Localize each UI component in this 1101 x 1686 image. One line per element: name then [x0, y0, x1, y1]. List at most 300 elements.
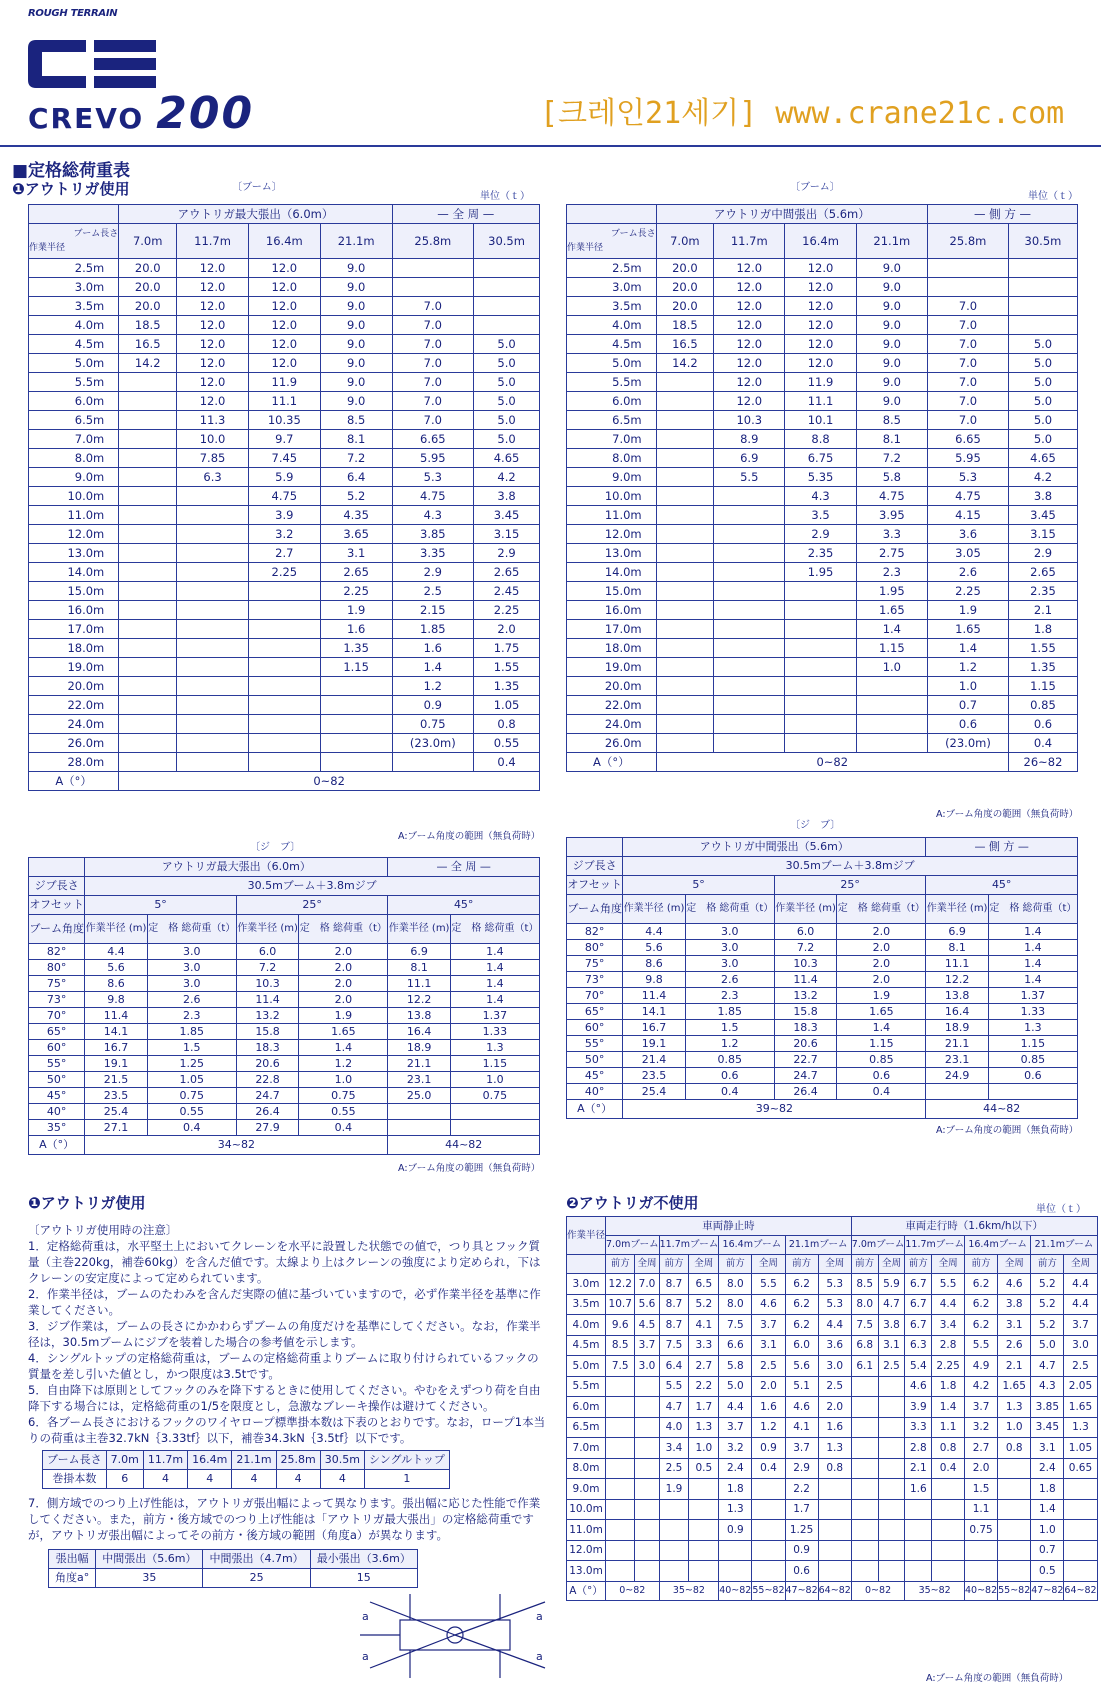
value-cell: 1.33 — [450, 1024, 539, 1040]
svg-text:a: a — [362, 1610, 369, 1623]
load-cell: 2.9 — [392, 563, 474, 582]
load-cell: 3.9 — [905, 1397, 932, 1418]
table-row — [567, 924, 1078, 940]
radius-cell: 17.0m — [567, 620, 657, 639]
table-header: アウトリガ最大張出（6.0m） — [119, 205, 392, 224]
load-cell — [689, 1520, 719, 1541]
table-row — [567, 753, 1078, 772]
load-cell: 2.05 — [1064, 1376, 1097, 1397]
load-cell: 3.0 — [635, 1356, 659, 1377]
table-row — [567, 1315, 1098, 1336]
load-cell: 2.5 — [818, 1376, 851, 1397]
load-cell: 5.8 — [719, 1356, 752, 1377]
load-cell: 1.6 — [905, 1479, 932, 1500]
notes-subtitle: 〔アウトリガ使用時の注意〕 — [28, 1223, 178, 1237]
radius-cell: 5.5m — [567, 373, 657, 392]
value-cell: 0.85 — [988, 1052, 1077, 1068]
load-cell: 12.0 — [177, 335, 249, 354]
value-cell: 22.7 — [774, 1052, 836, 1068]
load-cell: 12.0 — [785, 278, 856, 297]
load-cell: 5.6 — [785, 1356, 818, 1377]
table-row — [29, 715, 540, 734]
table-row — [29, 772, 540, 791]
load-cell — [932, 1499, 965, 1520]
radius-cell: 3.5m — [29, 297, 119, 316]
load-cell: 5.95 — [392, 449, 474, 468]
load-cell: 16.5 — [119, 335, 177, 354]
load-cell: 12.0 — [714, 259, 785, 278]
load-cell: 5.0 — [474, 354, 540, 373]
load-cell — [928, 278, 1009, 297]
all-around-header: 全周 — [1064, 1255, 1097, 1274]
load-cell — [964, 1540, 997, 1561]
radius-cell: 15.0m — [567, 582, 657, 601]
load-cell — [635, 1376, 659, 1397]
load-cell: 4.1 — [689, 1315, 719, 1336]
load-cell: 1.65 — [928, 620, 1009, 639]
load-cell: 6.2 — [964, 1315, 997, 1336]
table-row — [29, 944, 540, 960]
value-cell: 16.4 — [388, 1024, 450, 1040]
radius-cell: 26.0m — [567, 734, 657, 753]
load-cell: 2.45 — [474, 582, 540, 601]
load-cell — [878, 1417, 905, 1438]
table-row — [29, 373, 540, 392]
load-cell: 2.1 — [998, 1356, 1031, 1377]
value-cell: 5.6 — [623, 940, 685, 956]
load-cell: 12.0 — [177, 297, 249, 316]
value-cell: 2.6 — [685, 972, 774, 988]
load-cell: 12.0 — [785, 259, 856, 278]
load-cell: 9.0 — [856, 278, 927, 297]
load-cell — [998, 1520, 1031, 1541]
boom-length-header: 16.4m — [248, 224, 320, 259]
load-cell — [606, 1561, 635, 1582]
load-cell — [320, 753, 392, 772]
table-row — [49, 1569, 418, 1588]
load-cell: 3.1 — [998, 1315, 1031, 1336]
load-cell: 6.3 — [177, 468, 249, 487]
table-row — [29, 487, 540, 506]
load-cell: 2.4 — [1031, 1458, 1064, 1479]
value-cell: 0.4 — [147, 1120, 236, 1136]
value-cell: 23.1 — [388, 1072, 450, 1088]
load-cell: 6.2 — [964, 1294, 997, 1315]
load-cell: 3.15 — [1008, 525, 1077, 544]
value-cell: 24.7 — [774, 1068, 836, 1084]
value-cell: 11.1 — [388, 976, 450, 992]
load-cell: 0.9 — [785, 1540, 818, 1561]
angle-range-value: 40~82 — [719, 1581, 752, 1600]
load-cell: 6.9 — [714, 449, 785, 468]
load-cell: 4.75 — [248, 487, 320, 506]
load-cell — [635, 1458, 659, 1479]
load-cell — [606, 1540, 635, 1561]
load-cell: 1.3 — [719, 1499, 752, 1520]
load-cell: 20.0 — [656, 297, 713, 316]
radius-cell: 20.0m — [29, 677, 119, 696]
value-cell: 16.7 — [623, 1020, 685, 1036]
load-cell — [932, 1540, 965, 1561]
load-cell — [474, 278, 540, 297]
angle-cell: 75° — [29, 976, 85, 992]
load-cell: 1.9 — [928, 601, 1009, 620]
load-cell — [785, 601, 856, 620]
load-cell: 4.6 — [998, 1274, 1031, 1295]
load-cell: 7.0 — [635, 1274, 659, 1295]
boom-length-header: 30.5m — [474, 224, 540, 259]
load-cell: 12.0 — [785, 297, 856, 316]
load-cell — [392, 753, 474, 772]
load-cell: 1.1 — [964, 1499, 997, 1520]
load-cell: 20.0 — [119, 278, 177, 297]
load-cell: 12.0 — [248, 278, 320, 297]
angle-cell: 40° — [567, 1084, 623, 1100]
load-cell — [392, 259, 474, 278]
value-cell: 0.75 — [299, 1088, 388, 1104]
value-cell: 1.5 — [147, 1040, 236, 1056]
load-cell — [856, 734, 927, 753]
load-cell — [656, 658, 713, 677]
table-row — [29, 677, 540, 696]
boom-header: 16.4mブーム — [719, 1236, 785, 1255]
load-cell — [248, 753, 320, 772]
load-cell — [656, 544, 713, 563]
load-cell: 7.0 — [928, 316, 1009, 335]
radius-header: 作業半径 (m) — [774, 895, 836, 924]
load-cell: 9.0 — [320, 392, 392, 411]
load-cell — [851, 1499, 878, 1520]
range-note-4: A:ブーム角度の範囲（無負荷時） — [936, 1125, 1079, 1136]
load-cell: 1.55 — [1008, 639, 1077, 658]
load-cell — [656, 468, 713, 487]
value-cell: 1.15 — [450, 1056, 539, 1072]
load-cell — [656, 639, 713, 658]
angle-cell: 70° — [29, 1008, 85, 1024]
load-cell: 4.3 — [392, 506, 474, 525]
load-cell: 5.0 — [1008, 411, 1077, 430]
load-cell: 4.2 — [1008, 468, 1077, 487]
load-header: 定 格 総荷重（t） — [685, 895, 774, 924]
load-cell: 2.3 — [856, 563, 927, 582]
table-row — [567, 1581, 1098, 1600]
table-row — [567, 1417, 1098, 1438]
load-cell: 1.6 — [392, 639, 474, 658]
load-cell: 2.65 — [474, 563, 540, 582]
load-cell: 1.5 — [964, 1479, 997, 1500]
load-cell: 14.2 — [656, 354, 713, 373]
offset-value: 5° — [623, 876, 775, 895]
load-cell: 12.0 — [785, 354, 856, 373]
load-cell — [656, 582, 713, 601]
table-row — [567, 1020, 1078, 1036]
table-row — [567, 1274, 1098, 1295]
radius-cell: 10.0m — [29, 487, 119, 506]
load-cell — [635, 1397, 659, 1418]
value-cell: 18.3 — [236, 1040, 298, 1056]
load-cell: 1.7 — [689, 1397, 719, 1418]
value-cell: 11.4 — [774, 972, 836, 988]
angle-range-value: 0~82 — [119, 772, 540, 791]
boom-caption-left: 〔ブーム〕 — [232, 182, 282, 193]
table-row — [567, 354, 1078, 373]
table-row — [567, 1335, 1098, 1356]
load-cell — [177, 525, 249, 544]
load-cell — [119, 658, 177, 677]
load-cell: 4.5 — [635, 1315, 659, 1336]
value-cell: 5.6 — [85, 960, 147, 976]
load-cell — [320, 734, 392, 753]
table-row — [567, 838, 1078, 857]
table-row — [567, 544, 1078, 563]
load-cell — [119, 601, 177, 620]
table-side-label: — 全 周 — — [392, 205, 539, 224]
radius-cell: 4.5m — [29, 335, 119, 354]
load-cell: 5.1 — [785, 1376, 818, 1397]
load-cell: 10.0 — [177, 430, 249, 449]
load-cell: 5.0 — [1008, 392, 1077, 411]
radius-cell: 26.0m — [29, 734, 119, 753]
table-row — [567, 972, 1078, 988]
load-cell: 5.0 — [474, 373, 540, 392]
table-cell — [567, 838, 623, 857]
load-cell — [856, 677, 927, 696]
value-cell — [450, 1104, 539, 1120]
load-cell — [932, 1479, 965, 1500]
load-cell: 5.6 — [635, 1294, 659, 1315]
load-cell — [656, 449, 713, 468]
offset-label: オフセット — [29, 896, 85, 915]
angle-cell: 55° — [567, 1036, 623, 1052]
value-cell: 1.4 — [450, 976, 539, 992]
angle-range-label: A（°） — [567, 1581, 606, 1600]
load-cell: 2.25 — [248, 563, 320, 582]
load-cell — [656, 525, 713, 544]
load-cell: 2.7 — [964, 1438, 997, 1459]
table-row — [29, 896, 540, 915]
load-cell — [177, 563, 249, 582]
table-row — [567, 620, 1078, 639]
table-row — [29, 468, 540, 487]
value-cell: 6.9 — [926, 924, 988, 940]
load-cell: 1.15 — [856, 639, 927, 658]
rough-terrain-label: ROUGH TERRAIN — [28, 8, 118, 19]
value-cell: 18.9 — [388, 1040, 450, 1056]
load-cell — [659, 1561, 689, 1582]
load-cell: 4.65 — [474, 449, 540, 468]
all-around-header: 全周 — [878, 1255, 905, 1274]
load-cell: 0.6 — [785, 1561, 818, 1582]
value-cell: 8.1 — [388, 960, 450, 976]
load-cell: 3.8 — [474, 487, 540, 506]
load-cell: 6.7 — [905, 1274, 932, 1295]
table-row — [29, 620, 540, 639]
angle-cell: 73° — [29, 992, 85, 1008]
load-cell — [851, 1520, 878, 1541]
load-cell: 3.8 — [998, 1294, 1031, 1315]
load-cell: 1.2 — [928, 658, 1009, 677]
load-cell: 7.0 — [928, 297, 1009, 316]
load-cell: 3.4 — [659, 1438, 689, 1459]
radius-cell: 4.0m — [567, 1315, 606, 1336]
value-cell: 3.0 — [685, 924, 774, 940]
radius-cell: 2.5m — [29, 259, 119, 278]
load-cell — [998, 1561, 1031, 1582]
table-row — [567, 297, 1078, 316]
load-cell: 5.0 — [1031, 1335, 1064, 1356]
load-cell — [689, 1499, 719, 1520]
load-cell: 1.0 — [1031, 1520, 1064, 1541]
load-cell — [119, 563, 177, 582]
load-cell: 0.8 — [998, 1438, 1031, 1459]
load-cell: 8.9 — [714, 430, 785, 449]
load-cell: 5.3 — [818, 1274, 851, 1295]
table-row — [29, 1056, 540, 1072]
all-around-header: 全周 — [635, 1255, 659, 1274]
value-cell: 1.4 — [299, 1040, 388, 1056]
load-cell — [392, 278, 474, 297]
load-cell — [878, 1438, 905, 1459]
load-cell: 9.6 — [606, 1315, 635, 1336]
section-outrigger-title: ❶アウトリガ使用 — [12, 180, 130, 198]
load-cell: 4.7 — [878, 1294, 905, 1315]
value-cell: 1.37 — [450, 1008, 539, 1024]
load-cell: 9.0 — [856, 354, 927, 373]
load-cell: 1.35 — [1008, 658, 1077, 677]
load-cell — [119, 620, 177, 639]
radius-cell: 11.0m — [567, 506, 657, 525]
load-cell: 1.3 — [1064, 1417, 1097, 1438]
range-note-1: A:ブーム角度の範囲（無負荷時） — [398, 831, 541, 842]
load-cell — [656, 487, 713, 506]
load-cell — [635, 1520, 659, 1541]
rope-value: 4 — [188, 1470, 232, 1489]
load-cell: 5.0 — [1008, 335, 1077, 354]
svg-text:a: a — [536, 1650, 543, 1663]
boom-header: 21.1mブーム — [1031, 1236, 1097, 1255]
load-cell — [656, 411, 713, 430]
radius-cell: 5.0m — [567, 354, 657, 373]
value-cell: 27.9 — [236, 1120, 298, 1136]
rope-header: シングルトップ — [364, 1451, 449, 1470]
angle-cell: 75° — [567, 956, 623, 972]
load-cell — [752, 1479, 785, 1500]
radius-cell: 7.0m — [29, 430, 119, 449]
no-outrigger-title: ❷アウトリガ不使用 — [566, 1194, 699, 1212]
value-cell: 0.4 — [837, 1084, 926, 1100]
angle-range-label: A（°） — [29, 772, 119, 791]
value-cell: 1.65 — [299, 1024, 388, 1040]
load-cell: 2.0 — [752, 1376, 785, 1397]
load-cell — [851, 1479, 878, 1500]
table-row — [567, 335, 1078, 354]
load-cell — [119, 715, 177, 734]
extension-value: 15 — [310, 1569, 417, 1588]
load-cell: 12.0 — [177, 316, 249, 335]
load-cell: 2.25 — [320, 582, 392, 601]
value-cell: 11.4 — [85, 1008, 147, 1024]
table-header: アウトリガ最大張出（6.0m） — [85, 858, 388, 877]
load-cell: 3.45 — [1031, 1417, 1064, 1438]
table-row — [567, 1561, 1098, 1582]
load-cell: 9.0 — [320, 297, 392, 316]
value-cell: 0.75 — [450, 1088, 539, 1104]
table-jib-mid — [566, 837, 1078, 1119]
radius-cell: 5.0m — [567, 1356, 606, 1377]
load-cell: 3.3 — [689, 1335, 719, 1356]
jib-length-label: ジブ長さ — [567, 857, 623, 876]
load-cell — [851, 1397, 878, 1418]
load-cell — [714, 563, 785, 582]
angle-range-value: 35~82 — [659, 1581, 719, 1600]
radius-cell: 7.0m — [567, 430, 657, 449]
offset-value: 45° — [388, 896, 540, 915]
table-row — [567, 696, 1078, 715]
load-cell — [248, 601, 320, 620]
value-cell: 0.55 — [147, 1104, 236, 1120]
load-cell: 6.65 — [928, 430, 1009, 449]
load-cell — [119, 430, 177, 449]
table-row — [567, 988, 1078, 1004]
load-cell — [932, 1561, 965, 1582]
load-cell: 3.6 — [818, 1335, 851, 1356]
radius-cell: 24.0m — [567, 715, 657, 734]
value-cell: 0.6 — [837, 1068, 926, 1084]
jib-caption-left: 〔ジ ブ〕 — [250, 842, 301, 853]
value-cell: 1.4 — [837, 1020, 926, 1036]
load-cell — [785, 658, 856, 677]
watermark: [크레인21세기] www.crane21c.com — [540, 96, 1065, 131]
value-cell: 3.0 — [147, 944, 236, 960]
load-cell: 3.0 — [1064, 1335, 1097, 1356]
value-cell: 11.4 — [236, 992, 298, 1008]
radius-cell: 8.0m — [29, 449, 119, 468]
extension-header: 張出幅 — [49, 1550, 96, 1569]
value-cell: 0.6 — [685, 1068, 774, 1084]
load-cell: 4.75 — [928, 487, 1009, 506]
load-cell — [248, 696, 320, 715]
boom-length-header: 11.7m — [714, 224, 785, 259]
load-cell — [177, 753, 249, 772]
load-cell: 1.6 — [752, 1397, 785, 1418]
load-cell: 4.4 — [932, 1294, 965, 1315]
load-cell — [177, 620, 249, 639]
load-header: 定 格 総荷重（t） — [299, 915, 388, 944]
outrigger-angle-diagram — [360, 1590, 550, 1682]
load-cell: 6.2 — [964, 1274, 997, 1295]
table-max-outrigger — [28, 204, 540, 791]
load-cell — [714, 582, 785, 601]
angle-cell: 40° — [29, 1104, 85, 1120]
load-cell: 7.0 — [928, 335, 1009, 354]
load-cell: 9.0 — [320, 373, 392, 392]
load-cell — [714, 544, 785, 563]
load-cell: 1.8 — [932, 1376, 965, 1397]
jib-caption-right: 〔ジ ブ〕 — [790, 820, 841, 831]
load-cell: 8.1 — [320, 430, 392, 449]
value-cell: 1.0 — [450, 1072, 539, 1088]
load-cell — [606, 1397, 635, 1418]
load-cell: 0.75 — [392, 715, 474, 734]
load-cell: 12.0 — [177, 354, 249, 373]
load-cell: 5.95 — [928, 449, 1009, 468]
load-cell: 2.0 — [964, 1458, 997, 1479]
table-row — [567, 582, 1078, 601]
offset-value: 25° — [236, 896, 388, 915]
radius-cell: 12.0m — [567, 1540, 606, 1561]
load-cell: 9.0 — [856, 297, 927, 316]
table-header: アウトリガ中間張出（5.6m） — [656, 205, 927, 224]
